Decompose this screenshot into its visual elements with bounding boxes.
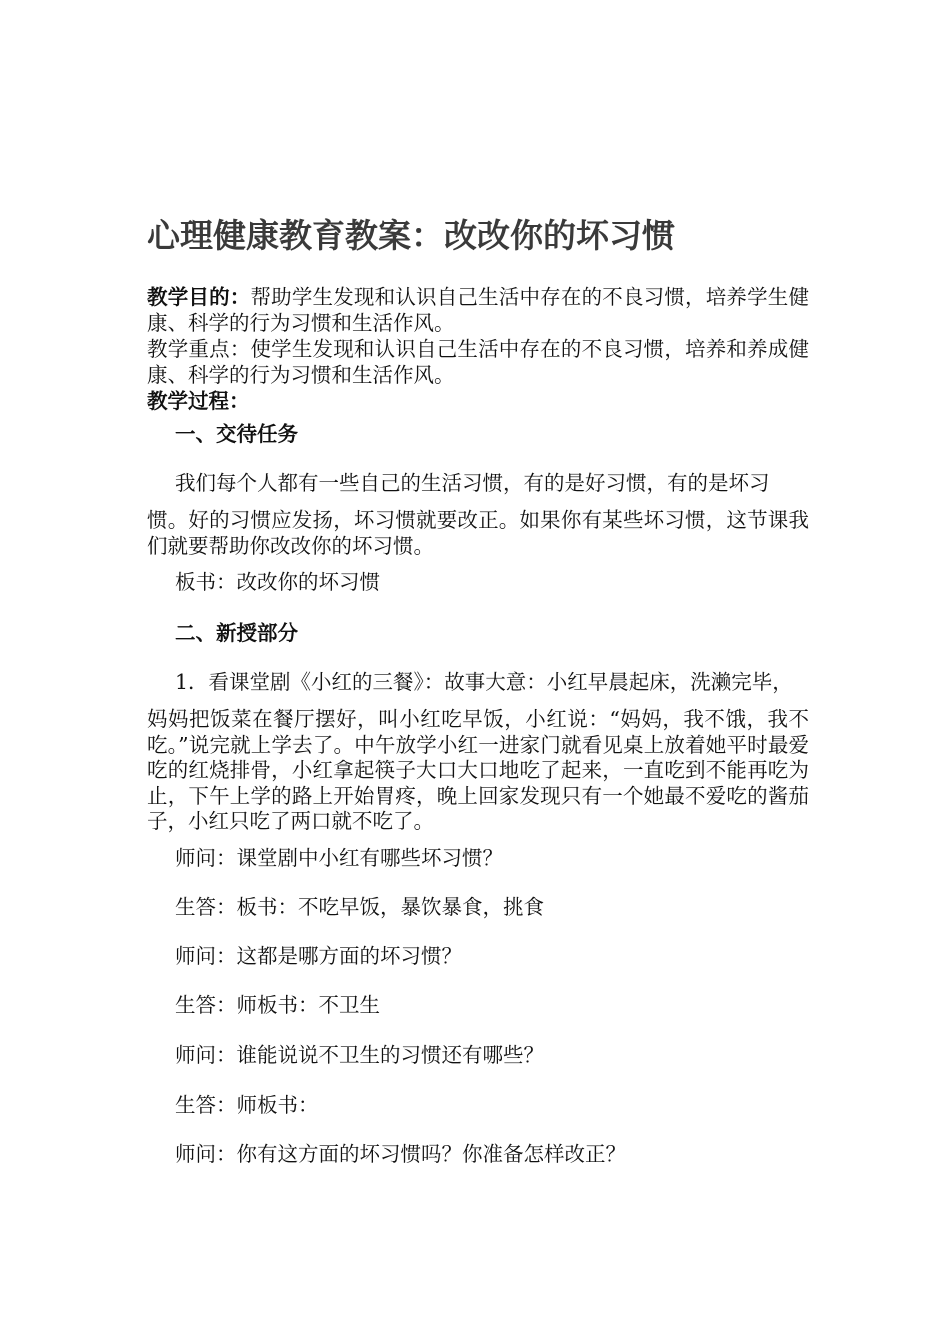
section1-paragraph <box>147 470 809 559</box>
objective-text: 帮助学生发现和认识自己生活中存在的不良习惯，培养学生健康、科学的行为习惯和生活作风。 <box>147 285 809 335</box>
section2-paragraph <box>147 669 809 835</box>
objective-paragraph <box>147 284 809 336</box>
process-label-wrap <box>147 388 809 414</box>
page-title: 心理健康教育教案：改改你的坏习惯 <box>147 216 675 255</box>
dialogue-line: 生答：师板书：不卫生 <box>175 993 380 1017</box>
section2-paragraph-rest: 妈妈把饭菜在餐厅摆好，叫小红吃早饭，小红说：“妈妈，我不饿，我不吃。”说完就上学去了。中午放学小红一进家门就看见桌上放着她平时最爱吃的红烧排骨，小红拿起筷子大口大口地吃了起来，一直吃到不能再吃为止，下午上学的路上开始胃疼，晚上回家发现只有一个她最不爱吃的酱茄子，小红只吃了两口就不吃了。 <box>147 707 809 833</box>
process-label: 教学过程： <box>147 389 250 413</box>
dialogue-line: 师问：这都是哪方面的坏习惯？ <box>175 944 462 968</box>
dialogue-line: 师问：谁能说说不卫生的习惯还有哪些？ <box>175 1043 544 1067</box>
dialogue-line: 生答：板书：不吃早饭，暴饮暴食，挑食 <box>175 895 544 919</box>
section1-board-note: 板书：改改你的坏习惯 <box>175 570 380 594</box>
section1-paragraph-rest: 惯。好的习惯应发扬，坏习惯就要改正。如果你有某些坏习惯，这节课我们就要帮助你改改你的坏习惯。 <box>147 508 809 558</box>
section2-paragraph-first-line: 1．看课堂剧《小红的三餐》：故事大意：小红早晨起床，洗濑完毕， <box>175 670 793 694</box>
focus-paragraph: 教学重点：使学生发现和认识自己生活中存在的不良习惯，培养和养成健康、科学的行为习惯和生活作风。 <box>147 337 809 387</box>
dialogue-line: 师问：课堂剧中小红有哪些坏习惯？ <box>175 846 503 870</box>
objective-label: 教学目的： <box>147 285 251 309</box>
dialogue-line: 师问：你有这方面的坏习惯吗？你准备怎样改正？ <box>175 1142 626 1166</box>
section1-paragraph-first-line: 我们每个人都有一些自己的生活习惯，有的是好习惯，有的是坏习 <box>175 471 770 495</box>
section2-heading: 二、新授部分 <box>175 621 298 645</box>
section1-heading: 一、交待任务 <box>175 422 298 446</box>
dialogue-line: 生答：师板书： <box>175 1093 319 1117</box>
